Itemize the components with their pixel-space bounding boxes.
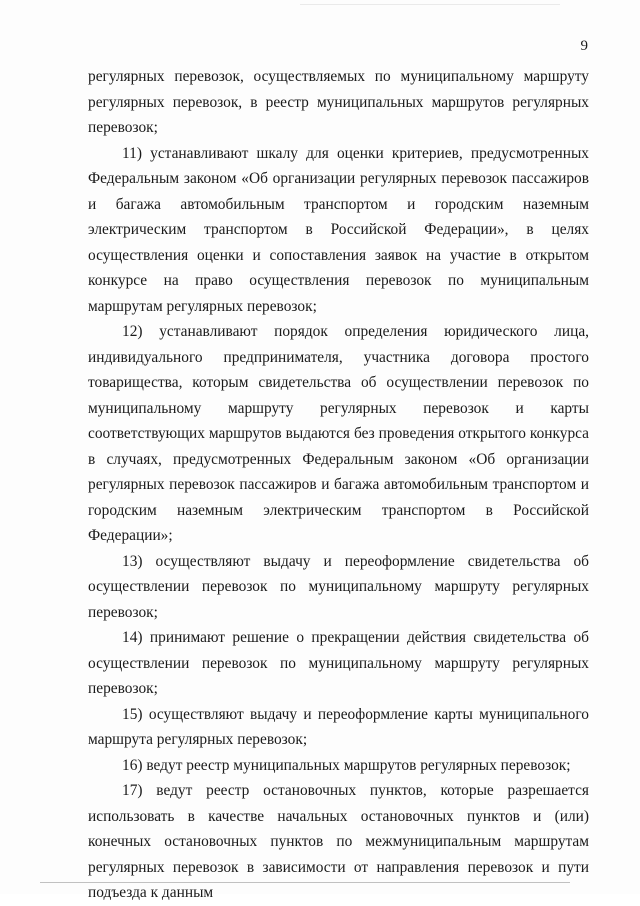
paragraph-continuation: регулярных перевозок, осуществляемых по муниципальному маршруту регулярных перевозок, в реестр муниципальных маршрутов регулярных перевозок; [88, 68, 589, 136]
paragraph-item-15: 15) осуществляют выдачу и переоформление карты муниципального маршрута регулярных перевозок; [88, 705, 589, 748]
page-number: 9 [580, 38, 588, 54]
paragraph-item-17: 17) ведут реестр остановочных пунктов, которые разрешается использовать в качестве начальных остановочных пунктов и (или) конечных остановочных пунктов по межмуниципальным маршрутам регулярных перевозок в зависимости от направления перевозок и пути подъезда к данным [88, 782, 589, 901]
document-body [88, 64, 589, 906]
paragraph-item-13: 13) осуществляют выдачу и переоформление свидетельства об осуществлении перевозок по муниципальному маршруту регулярных перевозок; [88, 552, 589, 621]
paragraph-item-11: 11) устанавливают шкалу для оценки критериев, предусмотренных Федеральным законом «Об организации регулярных перевозок пассажиров и багажа автомобильным транспортом и городским наземным электрическим транспортом в Российской Федерации», в целях осуществления оценки и сопоставления заявок на участие в открытом конкурсе на право осуществления перевозок по муниципальным маршрутам регулярных перевозок; [88, 144, 589, 315]
paragraph-item-16: 16) ведут реестр муниципальных маршрутов регулярных перевозок; [122, 756, 571, 774]
scan-artifact-bottom-line [40, 882, 570, 883]
scan-artifact-top [300, 4, 560, 5]
paragraph-item-14: 14) принимают решение о прекращении действия свидетельства об осуществлении перевозок по муниципальному маршруту регулярных перевозок; [88, 629, 589, 697]
paragraph-item-12: 12) устанавливают порядок определения юридического лица, индивидуального предпринимателя, участника договора простого товарищества, которым свидетельства об осуществлении перевозок по муниципальному маршруту регулярных перевозок и карты соответствующих маршрутов выдаются без проведения открытого конкурса в случаях, предусмотренных Федеральным законом «Об организации регулярных перевозок пассажиров и багажа автомобильным транспортом и городским наземным электрическим транспортом в Российской Федерации»; [88, 323, 589, 544]
